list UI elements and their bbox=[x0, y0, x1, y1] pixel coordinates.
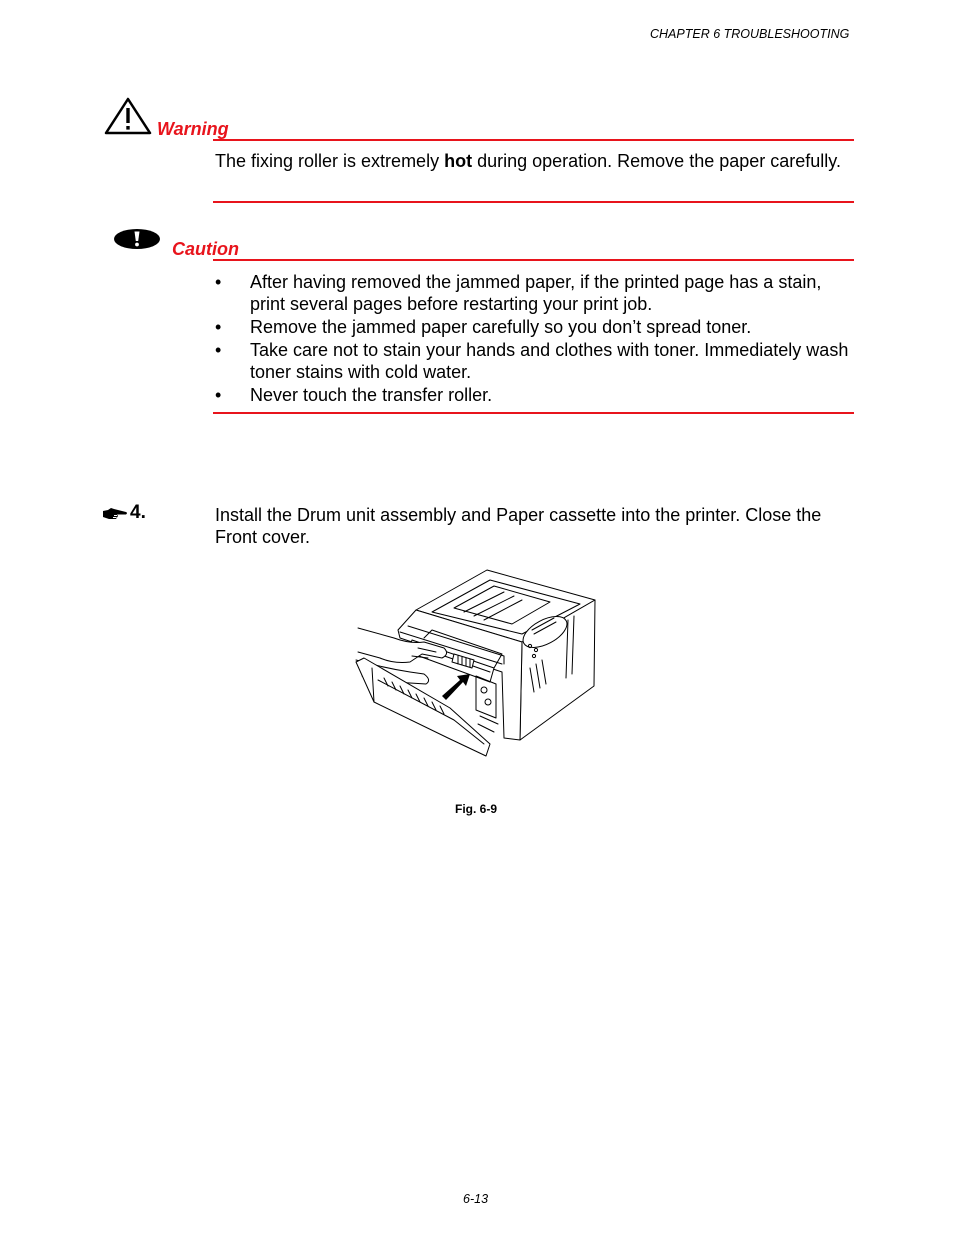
caution-label: Caution bbox=[172, 239, 239, 259]
printer-drum-installation-illustration bbox=[354, 568, 598, 758]
bullet-marker: • bbox=[215, 340, 222, 360]
bullet-marker: • bbox=[215, 385, 222, 405]
caution-bottom-rule bbox=[213, 412, 854, 414]
page-number: 6-13 bbox=[463, 1192, 489, 1206]
pointing-hand-icon bbox=[102, 506, 128, 522]
chapter-header: CHAPTER 6 TROUBLESHOOTING bbox=[650, 27, 850, 41]
bullet-marker: • bbox=[215, 272, 222, 292]
warning-triangle-icon bbox=[104, 97, 152, 135]
list-item: • Never touch the transfer roller. bbox=[215, 385, 493, 405]
step-number: 4. bbox=[130, 502, 146, 523]
list-item: • Remove the jammed paper carefully so you don’t spread toner. bbox=[215, 317, 752, 337]
bullet-marker: • bbox=[215, 317, 222, 337]
list-item: • Take care not to stain your hands and clothes with toner. Immediately wash toner stains with cold water. bbox=[215, 340, 849, 382]
step-text: Install the Drum unit assembly and Paper cassette into the printer. Close the Front cover. bbox=[215, 505, 822, 547]
caution-list bbox=[215, 271, 855, 407]
caution-exclamation-icon bbox=[113, 228, 161, 250]
figure-caption: Fig. 6-9 bbox=[455, 802, 498, 816]
caution-top-rule bbox=[213, 259, 854, 261]
warning-text: The fixing roller is extremely hot during operation. Remove the paper carefully. bbox=[215, 151, 841, 171]
warning-label: Warning bbox=[157, 119, 229, 139]
list-item: • After having removed the jammed paper, if the printed page has a stain, print several pages before restarting your print job. bbox=[215, 272, 822, 314]
warning-bottom-rule bbox=[213, 201, 854, 203]
warning-top-rule bbox=[213, 139, 854, 141]
